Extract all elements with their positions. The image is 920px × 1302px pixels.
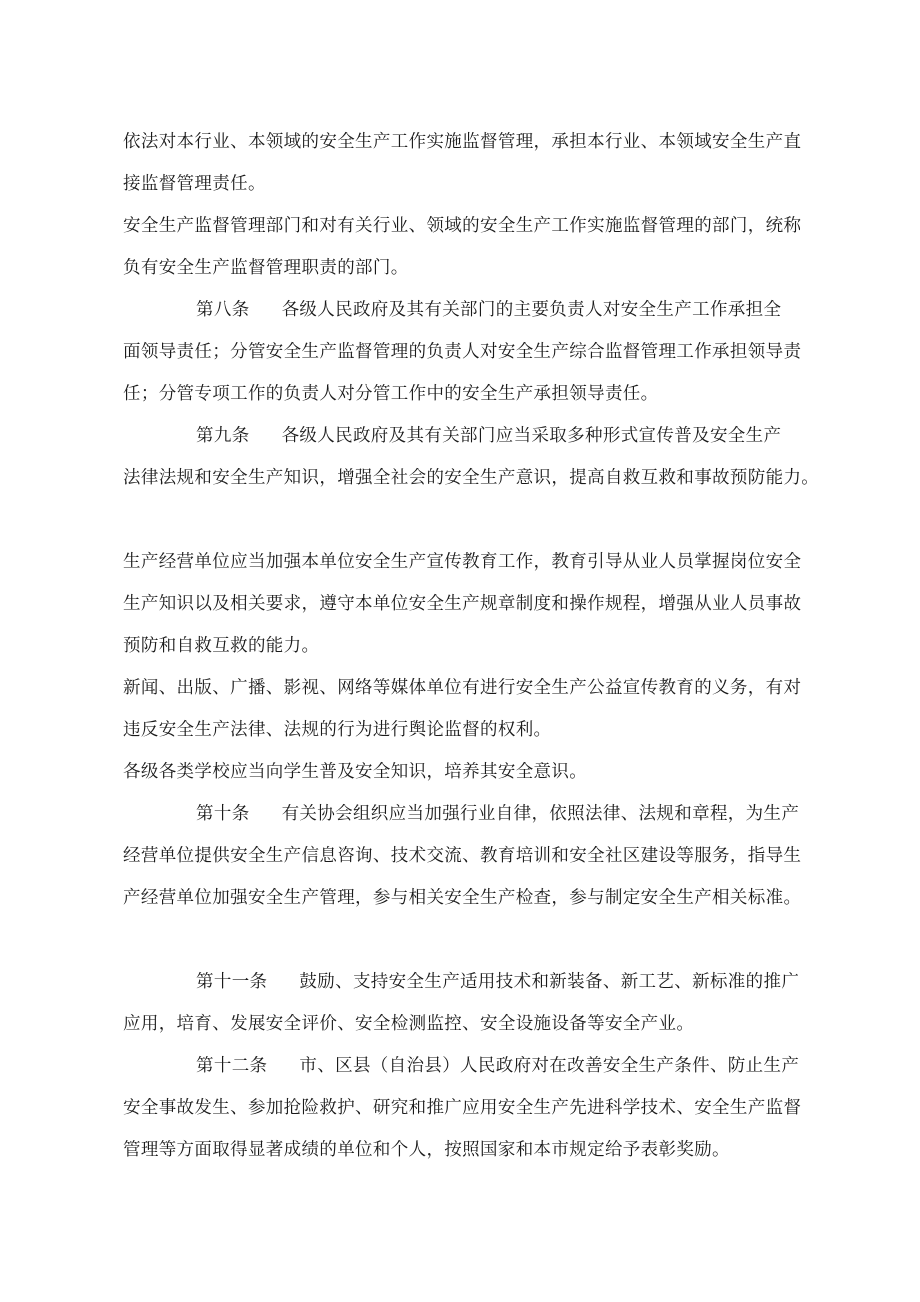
article-10-number: 第十条 xyxy=(196,804,250,824)
article-9-heading xyxy=(196,424,781,448)
text-line: 安全生产监督管理部门和对有关行业、领域的安全生产工作实施监督管理的部门，统称 xyxy=(123,216,802,236)
article-8-number: 第八条 xyxy=(196,300,250,320)
text-line: 面领导责任；分管安全生产监督管理的负责人对安全生产综合监督管理工作承担领导责 xyxy=(123,342,802,362)
article-8-heading xyxy=(196,298,781,322)
text-line: 各级各类学校应当向学生普及安全知识，培养其安全意识。 xyxy=(123,762,588,782)
article-11-text: 鼓励、支持安全生产适用技术和新装备、新工艺、新标准的推广 xyxy=(299,972,800,992)
text-line: 经营单位提供安全生产信息咨询、技术交流、教育培训和安全社区建设等服务，指导生 xyxy=(123,846,802,866)
article-9-text: 各级人民政府及其有关部门应当采取多种形式宣传普及安全生产 xyxy=(281,426,782,446)
article-11-number: 第十一条 xyxy=(196,972,268,992)
text-line: 接监督管理责任。 xyxy=(123,174,266,194)
article-11-heading xyxy=(196,970,799,994)
text-line: 预防和自救互救的能力。 xyxy=(123,636,320,656)
article-10-heading xyxy=(196,802,799,826)
text-line: 新闻、出版、广播、影视、网络等媒体单位有进行安全生产公益宣传教育的义务，有对 xyxy=(123,678,802,698)
article-12-number: 第十二条 xyxy=(196,1056,268,1076)
article-12-text: 市、区县（自治县）人民政府对在改善安全生产条件、防止生产 xyxy=(299,1056,800,1076)
article-8-text: 各级人民政府及其有关部门的主要负责人对安全生产工作承担全 xyxy=(281,300,782,320)
text-line: 安全事故发生、参加抢险救护、研究和推广应用安全生产先进科学技术、安全生产监督 xyxy=(123,1098,802,1118)
article-12-heading xyxy=(196,1054,799,1078)
article-9-number: 第九条 xyxy=(196,426,250,446)
text-line: 违反安全生产法律、法规的行为进行舆论监督的权利。 xyxy=(123,720,552,740)
text-line: 生产经营单位应当加强本单位安全生产宣传教育工作，教育引导从业人员掌握岗位安全 xyxy=(123,552,802,572)
text-line: 法律法规和安全生产知识，增强全社会的安全生产意识，提高自救互救和事故预防能力。 xyxy=(123,468,820,488)
text-line: 产经营单位加强安全生产管理，参与相关安全生产检查，参与制定安全生产相关标准。 xyxy=(123,888,802,908)
text-line: 生产知识以及相关要求，遵守本单位安全生产规章制度和操作规程，增强从业人员事故 xyxy=(123,594,802,614)
article-10-text: 有关协会组织应当加强行业自律，依照法律、法规和章程，为生产 xyxy=(281,804,800,824)
text-line: 应用，培育、发展安全评价、安全检测监控、安全设施设备等安全产业。 xyxy=(123,1014,695,1034)
text-line: 任；分管专项工作的负责人对分管工作中的安全生产承担领导责任。 xyxy=(123,384,659,404)
text-line: 管理等方面取得显著成绩的单位和个人，按照国家和本市规定给予表彰奖励。 xyxy=(123,1140,730,1160)
text-line: 负有安全生产监督管理职责的部门。 xyxy=(123,258,409,278)
text-line: 依法对本行业、本领域的安全生产工作实施监督管理，承担本行业、本领域安全生产直 xyxy=(123,132,802,152)
